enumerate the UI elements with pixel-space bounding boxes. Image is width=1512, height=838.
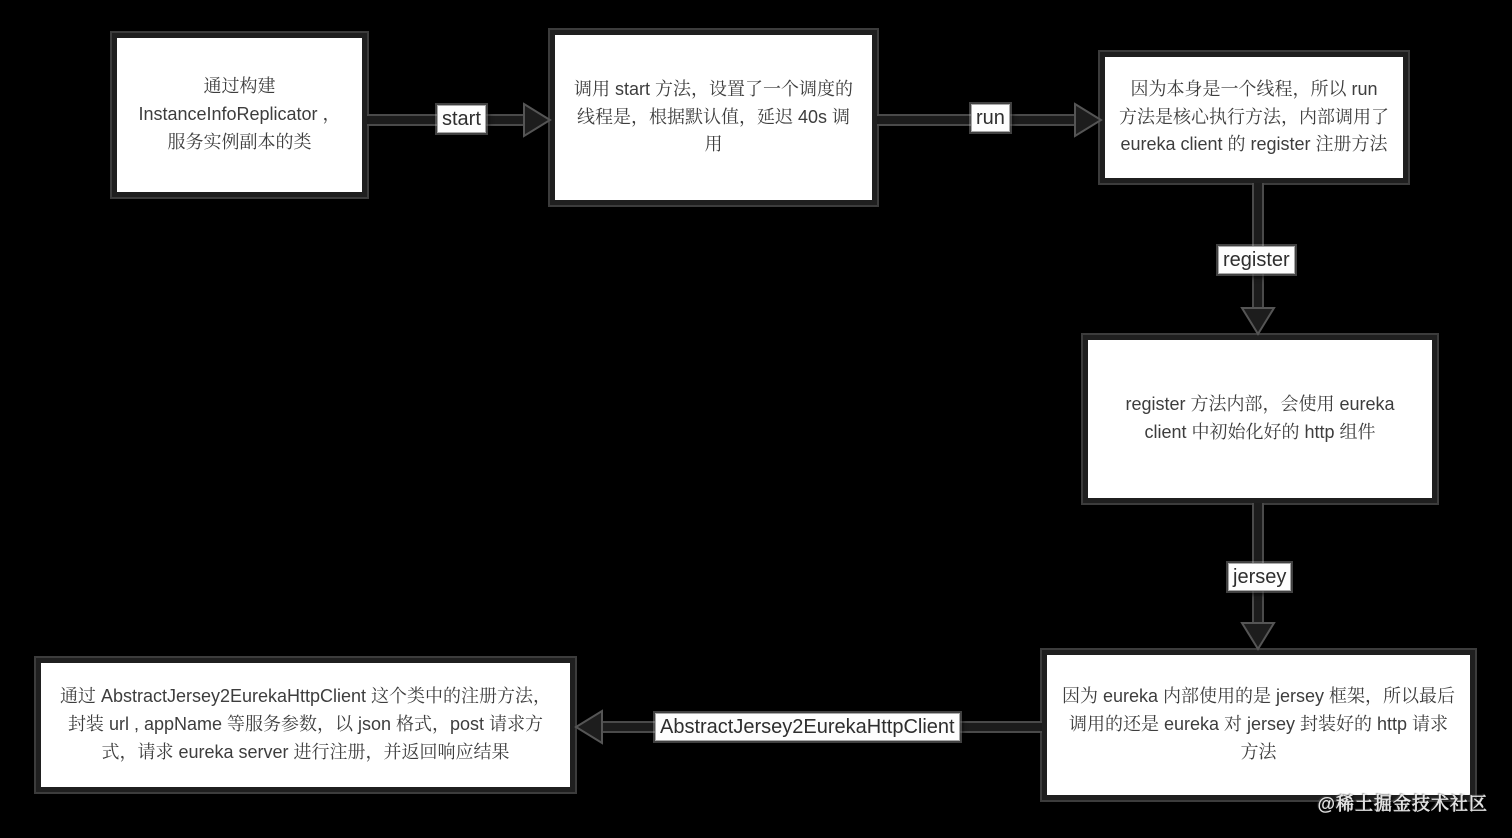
- edge-label-run: run: [971, 104, 1010, 132]
- edge-label-abstract-jersey-client: AbstractJersey2EurekaHttpClient: [655, 713, 960, 741]
- arrowhead-down-icon: [1240, 621, 1276, 651]
- edge-label-register: register: [1218, 246, 1295, 274]
- node-abstract-jersey-client: 通过 AbstractJersey2EurekaHttpClient 这个类中的注册方法，封装 url , appName 等服务参数，以 json 格式，post 请求方式，请求 eureka server 进行注册，并返回响应结果: [36, 658, 575, 792]
- arrowhead-left-icon: [574, 709, 604, 745]
- node-call-start: 调用 start 方法，设置了一个调度的线程是，根据默认值，延迟 40s 调用: [550, 30, 877, 205]
- arrowhead-right-icon: [522, 102, 552, 138]
- edge-label-start: start: [437, 105, 486, 133]
- node-register-internal: register 方法内部，会使用 eureka client 中初始化好的 http 组件: [1083, 335, 1437, 503]
- node-build-replicator: 通过构建 InstanceInfoReplicator ，服务实例副本的类: [112, 33, 367, 197]
- node-run-method: 因为本身是一个线程，所以 run 方法是核心执行方法，内部调用了 eureka client 的 register 注册方法: [1100, 52, 1408, 183]
- watermark: @稀土掘金技术社区: [1317, 794, 1488, 814]
- node-jersey-framework: 因为 eureka 内部使用的是 jersey 框架，所以最后调用的还是 eureka 对 jersey 封装好的 http 请求方法: [1042, 650, 1475, 800]
- edge-label-jersey: jersey: [1228, 563, 1291, 591]
- arrowhead-right-icon: [1073, 102, 1103, 138]
- arrowhead-down-icon: [1240, 306, 1276, 336]
